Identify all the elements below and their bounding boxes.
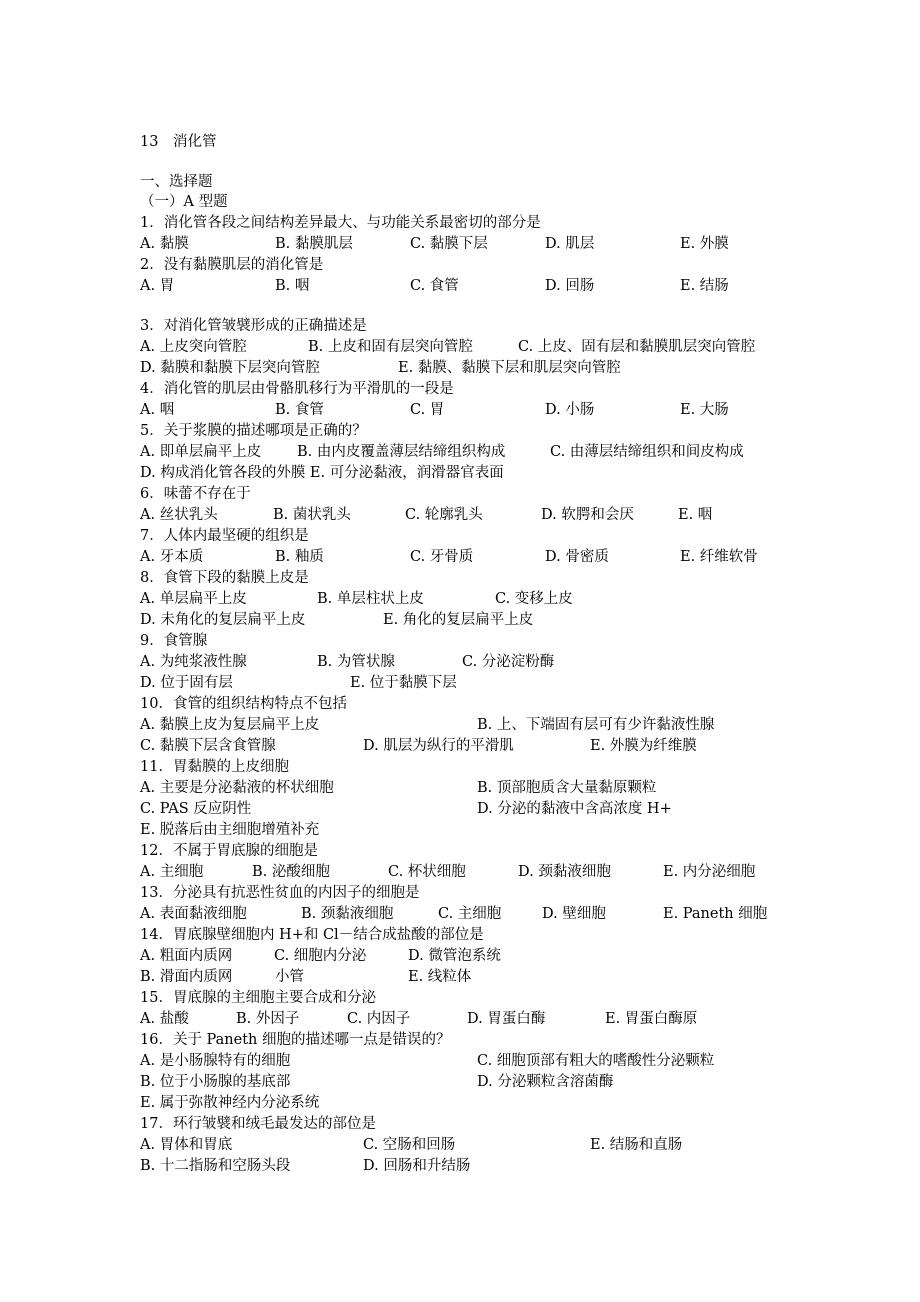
option-e: E. 咽	[678, 507, 713, 523]
option-line	[140, 589, 800, 610]
option-a: A. 黏膜上皮为复层扁平上皮	[140, 717, 320, 733]
question-stem: 6．味蕾不存在于	[140, 486, 251, 502]
question-stem: 7．人体内最坚硬的组织是	[140, 528, 309, 544]
option-b: B. 顶部胞质含大量黏原颗粒	[477, 780, 657, 796]
option-line	[140, 967, 800, 988]
question-stem: 12．不属于胃底腺的细胞是	[140, 843, 318, 859]
option-a: A. 为纯浆液性腺	[140, 654, 247, 670]
option-c: C. 黏膜下层含食管腺	[140, 738, 276, 754]
option-a: A. 丝状乳头	[140, 507, 218, 523]
option-c: C. 由薄层结缔组织和间皮构成	[550, 444, 744, 460]
option-e: E. 结肠和直肠	[590, 1137, 683, 1153]
option-b: B. 由内皮覆盖薄层结缔组织构成	[297, 444, 506, 460]
option-a: A. 盐酸	[140, 1011, 189, 1027]
option-line	[140, 904, 800, 925]
option-line	[140, 652, 800, 673]
option-line	[140, 1135, 800, 1156]
option-d: D. 分泌颗粒含溶菌酶	[477, 1074, 614, 1090]
question-stem: 17．环行皱襞和绒毛最发达的部位是	[140, 1116, 376, 1132]
question-stem: 1．消化管各段之间结构差异最大、与功能关系最密切的部分是	[140, 215, 541, 231]
option-a: A. 是小肠腺特有的细胞	[140, 1053, 291, 1069]
option-d: D. 位于固有层	[140, 675, 233, 691]
option-e: E. 脱落后由主细胞增殖补充	[140, 822, 320, 838]
option-d: D. 颈黏液细胞	[518, 864, 611, 880]
option-c: C. 杯状细胞	[388, 864, 466, 880]
option-d: D. 肌层	[545, 236, 595, 252]
option-a: A. 即单层扁平上皮	[140, 444, 262, 460]
option-c: C. 细胞内分泌	[274, 948, 367, 964]
option-b: B. 外因子	[236, 1011, 300, 1027]
option-b: B. 黏膜肌层	[275, 236, 353, 252]
option-a: A. 单层扁平上皮	[140, 591, 247, 607]
option-b: B. 为管状腺	[317, 654, 395, 670]
option-d: D. 分泌的黏液中含高浓度 H+	[477, 801, 672, 817]
option-c: C. 上皮、固有层和黏膜肌层突向管腔	[518, 339, 756, 355]
question-stem: 5．关于浆膜的描述哪项是正确的？	[140, 423, 367, 439]
question-stem: 8．食管下段的黏膜上皮是	[140, 570, 309, 586]
option-d: D. 肌层为纵行的平滑肌	[363, 738, 514, 754]
option-line	[140, 946, 800, 967]
option-b: B. 食管	[275, 402, 324, 418]
option-d: D. 小肠	[545, 402, 595, 418]
question-stem: 16．关于 Paneth 细胞的描述哪一点是错误的？	[140, 1032, 451, 1048]
question-stem: 15．胃底腺的主细胞主要合成和分泌	[140, 990, 376, 1006]
option-a: A. 黏膜	[140, 236, 189, 252]
option-line	[140, 736, 800, 757]
option-e: E. 角化的复层扁平上皮	[383, 612, 534, 628]
option-c: C. 变移上皮	[495, 591, 573, 607]
option-line	[140, 505, 800, 526]
option-line	[140, 715, 800, 736]
option-line	[140, 610, 800, 631]
option-line	[140, 358, 800, 379]
option-e: E. 外膜为纤维膜	[590, 738, 697, 754]
option-d-e: D. 构成消化管各段的外膜 E. 可分泌黏液，润滑器官表面	[140, 465, 504, 481]
option-d: D. 回肠和升结肠	[363, 1158, 471, 1174]
option-c: C. PAS 反应阴性	[140, 801, 252, 817]
option-e: E. 外膜	[680, 236, 729, 252]
option-line	[140, 547, 800, 568]
option-line	[140, 778, 800, 799]
option-d: D. 壁细胞	[542, 906, 606, 922]
option-b: B. 泌酸细胞	[252, 864, 330, 880]
option-line	[140, 1051, 800, 1072]
option-line	[140, 1093, 800, 1114]
option-d: D. 骨密质	[545, 549, 609, 565]
option-d: D. 未角化的复层扁平上皮	[140, 612, 306, 628]
option-line	[140, 1009, 800, 1030]
option-a: A. 胃体和胃底	[140, 1137, 233, 1153]
option-b: B. 咽	[275, 278, 310, 294]
option-c: C. 食管	[410, 278, 459, 294]
question-stem: 2．没有黏膜肌层的消化管是	[140, 257, 324, 273]
option-line	[140, 276, 800, 297]
option-c: C. 黏膜下层	[410, 236, 488, 252]
option-d: D. 黏膜和黏膜下层突向管腔	[140, 360, 320, 376]
section-heading: 一、选择题	[140, 174, 213, 190]
option-a: A. 牙本质	[140, 549, 204, 565]
option-c: C. 细胞顶部有粗大的嗜酸性分泌颗粒	[477, 1053, 715, 1069]
question-stem: 9．食管腺	[140, 633, 208, 649]
option-c: C. 内因子	[347, 1011, 411, 1027]
option-c: C. 胃	[410, 402, 445, 418]
option-c: C. 牙骨质	[410, 549, 474, 565]
option-c: C. 轮廓乳头	[405, 507, 483, 523]
option-c: C. 分泌淀粉酶	[462, 654, 555, 670]
option-line	[140, 1156, 800, 1177]
option-d: D. 微管泡系统	[408, 948, 501, 964]
option-d: D. 软腭和会厌	[541, 507, 634, 523]
option-b: B. 菌状乳头	[273, 507, 351, 523]
option-c: C. 空肠和回肠	[363, 1137, 456, 1153]
option-e: E. 内分泌细胞	[663, 864, 756, 880]
question-stem: 13．分泌具有抗恶性贫血的内因子的细胞是	[140, 885, 420, 901]
option-a: A. 主要是分泌黏液的杯状细胞	[140, 780, 334, 796]
option-line	[140, 442, 800, 463]
option-a: A. 上皮突向管腔	[140, 339, 247, 355]
question-stem: 3．对消化管皱襞形成的正确描述是	[140, 318, 367, 334]
question-stem: 4．消化管的肌层由骨骼肌移行为平滑肌的一段是	[140, 381, 454, 397]
option-e: E. Paneth 细胞	[663, 906, 768, 922]
option-e: E. 黏膜、黏膜下层和肌层突向管腔	[398, 360, 621, 376]
option-e: E. 线粒体	[408, 969, 472, 985]
option-b-continued: 小管	[275, 969, 304, 985]
option-line	[140, 400, 800, 421]
option-b: B. 上皮和固有层突向管腔	[308, 339, 473, 355]
option-b: B. 上、下端固有层可有少许黏液性腺	[477, 717, 715, 733]
option-e: E. 胃蛋白酶原	[605, 1011, 698, 1027]
option-a: A. 胃	[140, 278, 175, 294]
question-stem: 14．胃底腺壁细胞内 H+和 Cl－结合成盐酸的部位是	[140, 927, 484, 943]
subsection-heading: （一）A 型题	[140, 194, 228, 210]
option-c: C. 主细胞	[438, 906, 502, 922]
option-e: E. 大肠	[680, 402, 729, 418]
option-a: A. 表面黏液细胞	[140, 906, 247, 922]
option-e: E. 纤维软骨	[680, 549, 758, 565]
option-b: B. 釉质	[275, 549, 324, 565]
option-line	[140, 234, 800, 255]
option-e: E. 属于弥散神经内分泌系统	[140, 1095, 320, 1111]
option-a: A. 粗面内质网	[140, 948, 233, 964]
option-a: A. 主细胞	[140, 864, 204, 880]
question-stem: 11．胃黏膜的上皮细胞	[140, 759, 289, 775]
option-line	[140, 799, 800, 820]
chapter-title: 13 消化管	[140, 134, 217, 150]
option-line	[140, 463, 800, 484]
option-line	[140, 862, 800, 883]
option-line	[140, 673, 800, 694]
option-b: B. 滑面内质网	[140, 969, 233, 985]
option-d: D. 回肠	[545, 278, 595, 294]
option-line	[140, 820, 800, 841]
question-stem: 10．食管的组织结构特点不包括	[140, 696, 347, 712]
option-line	[140, 337, 800, 358]
option-a: A. 咽	[140, 402, 175, 418]
option-e: E. 位于黏膜下层	[350, 675, 457, 691]
option-e: E. 结肠	[680, 278, 729, 294]
option-b: B. 位于小肠腺的基底部	[140, 1074, 291, 1090]
option-b: B. 单层柱状上皮	[317, 591, 424, 607]
option-d: D. 胃蛋白酶	[467, 1011, 546, 1027]
option-line	[140, 1072, 800, 1093]
option-b: B. 十二指肠和空肠头段	[140, 1158, 291, 1174]
option-b: B. 颈黏液细胞	[301, 906, 394, 922]
